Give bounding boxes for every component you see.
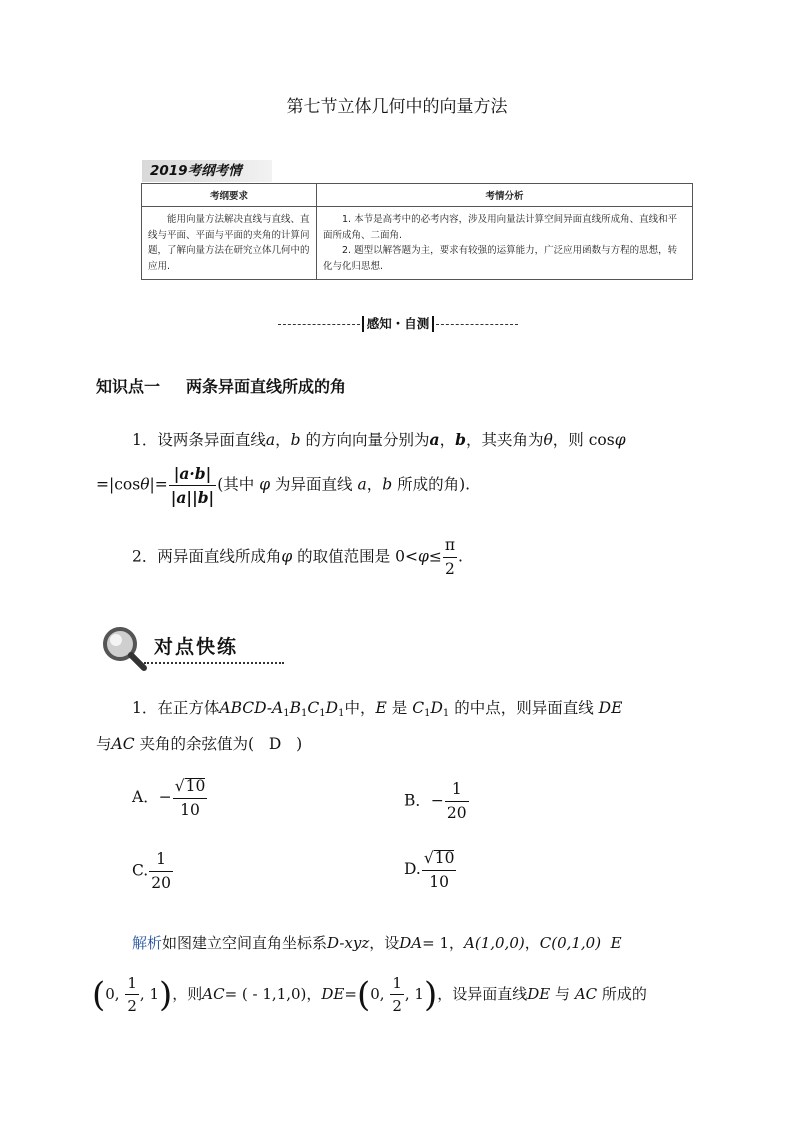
pi-over-2-fraction: $\frac{\pi}{2}$ — [444, 536, 455, 578]
solution-line2: (0, $\frac{1}{2}$ , 1)，则AC= ( - 1,1,0)，DE=(0, $\frac{1}{2}$ , 1)，设异面直线DE 与 AC 所成的 — [92, 974, 647, 1015]
practice-title: 对点快练 — [154, 636, 239, 658]
section-divider — [278, 313, 518, 335]
knowledge-title: 两条异面直线所成的角 — [186, 377, 347, 396]
divider-label: 感知・自测 — [362, 316, 435, 332]
question-line1: 1．在正方体ABCD-$A_1B_1C_1D_1$中，E 是 $C_1D_1$ 的中点，则异面直线 DE — [132, 699, 623, 719]
cos-formula-fraction: $\frac{|a\cdot b|}{|a||b|}$ — [170, 464, 215, 507]
option-d[interactable]: D. $\frac{√10}{10}$ — [404, 849, 455, 891]
knowledge-p2: 2．两异面直线所成角φ 的取值范围是 0<φ≤ $\frac{\pi}{2}$ . — [132, 536, 463, 578]
option-b[interactable]: B．− $\frac{1}{20}$ — [404, 780, 467, 822]
question-line2: 与AC 夹角的余弦值为( D ) — [96, 735, 303, 753]
table-header-requirement: 考纲要求 — [142, 184, 317, 207]
practice-banner — [96, 622, 296, 670]
table-cell-requirement: 能用向量方法解决直线与直线、直线与平面、平面与平面的夹角的计算问题，了解向量方法在研究立体几何中的应用. — [142, 207, 317, 280]
solution-tag: 解析 — [132, 934, 163, 952]
knowledge-p1-line1: 1．设两条异面直线a，b 的方向向量分别为a，b，其夹角为θ，则 cosφ — [132, 430, 626, 449]
option-a[interactable]: A．− $\frac{√10}{10}$ — [132, 777, 206, 819]
analysis-item-2: 2. 题型以解答题为主，要求有较强的运算能力，广泛应用函数与方程的思想，转化与化归思想. — [323, 245, 678, 272]
table-header-analysis: 考情分析 — [317, 184, 693, 207]
page-title: 第七节立体几何中的向量方法 — [286, 97, 508, 117]
knowledge-label: 知识点一 — [96, 377, 161, 396]
solution-line1: 解析如图建立空间直角坐标系D-xyz，设DA= 1，A(1,0,0)，C(0,1,0) E — [132, 934, 622, 952]
syllabus-table — [141, 183, 693, 280]
analysis-item-1: 1. 本节是高考中的必考内容，涉及用向量法计算空间异面直线所成角、直线和平面所成角、二面角. — [323, 214, 678, 241]
question-answer: D — [268, 735, 282, 753]
syllabus-badge: 2019考纲考情 — [142, 160, 272, 182]
knowledge-p1-line2: =|cosθ|= $\frac{|a\cdot b|}{|a||b|}$ (其中 φ 为异面直线 a，b 所成的角). — [96, 464, 471, 507]
magnifier-icon — [96, 622, 156, 672]
option-c[interactable]: C. $\frac{1}{20}$ — [132, 850, 171, 892]
table-cell-analysis — [317, 207, 693, 280]
knowledge-heading — [96, 374, 346, 397]
